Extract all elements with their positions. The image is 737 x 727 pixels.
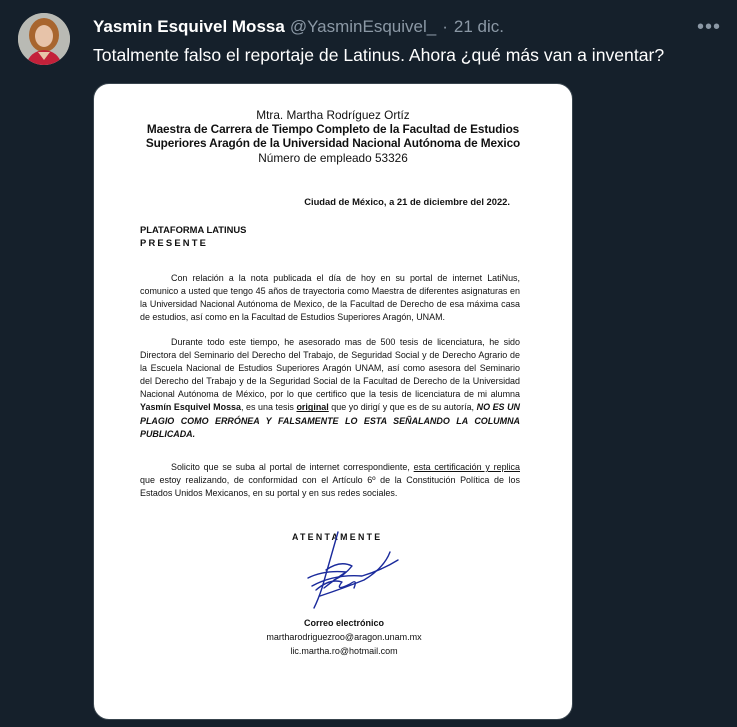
letterhead-employee-number: Número de empleado 53326 [258, 150, 408, 165]
more-horizontal-icon: ••• [696, 16, 721, 38]
avatar-portrait [18, 13, 70, 65]
letterhead [134, 108, 532, 165]
letterhead-line-1: Maestra de Carrera de Tiempo Completo de la Facultad de Estudios [146, 122, 520, 137]
author-name[interactable]: Yasmin Esquivel Mossa [93, 17, 285, 36]
author-handle[interactable]: @YasminEsquivel_ [289, 17, 437, 36]
p2-original: original [296, 402, 329, 413]
more-options-button[interactable] [695, 17, 723, 37]
tweet-header [93, 16, 723, 38]
letter-paragraph-1: Con relación a la nota publicada el día de hoy en su portal de internet LatiNus, comunico a usted que tengo 45 años de trayectoria como Maestra de diferentes asignaturas en la Universidad Nacional Autónoma de Mexico, de la Facultad de Derecho de esa máxima casa de estudios, así como en la Facultad de Estudios Superiores Aragón, UNAM. [140, 273, 520, 323]
letter-date: Ciudad de México, a 21 de diciembre del 2022. [304, 196, 510, 207]
separator-dot: · [442, 17, 448, 36]
letterhead-line-2: Superiores Aragón de la Universidad Nacional Autónoma de Mexico [145, 136, 521, 151]
p3-part-1: Solicito que se suba al portal de internet correspondiente, [171, 462, 414, 472]
recipient-line-1: PLATAFORMA LATINUS [140, 224, 247, 235]
p3-part-2: que estoy realizando, de conformidad con el Artículo 6º de la Constitución Política de los Estados Unidos Mexicanos, en su portal y en sus redes sociales. [140, 475, 520, 499]
letterhead-name: Mtra. Martha Rodríguez Ortíz [256, 108, 410, 122]
contact-email-2: lic.martha.ro@hotmail.com [290, 646, 398, 656]
p2-emphasis: NO ES UN PLAGIO COMO ERRÓNEA Y FALSAMENTE LO ESTA SEÑALANDO LA COLUMNA PUBLICADA. [140, 402, 520, 439]
tweet-media-image[interactable] [93, 83, 573, 720]
p2-part-2: , es una tesis [241, 402, 297, 413]
letter-closing: ATENTAMENTE [292, 532, 383, 542]
p2-part-3: que yo dirigí y que es de su autoría, [328, 402, 477, 413]
p2-part-1: Durante todo este tiempo, he asesorado mas de 500 tesis de licenciatura, he sido Directora del Seminario del Derecho del Trabajo, de Seguridad Social y de Derecho Agrario de la Escuela Nacional de Estudios Superiores Aragón UNAM, así como asesora del Seminario del Derecho del Trabajo y de la Seguridad Social de la Facultad de Derecho de la Universidad Nacional Autónoma de México, por lo que certifico que la tesis de licenciatura de mi alumna [140, 337, 520, 400]
letter-paragraph-2 [140, 336, 520, 441]
letter-paragraph-3 [140, 461, 520, 500]
p2-student-name: Yasmín Esquivel Mossa [140, 402, 241, 413]
contact-email-1: martharodriguezroo@aragon.unam.mx [266, 632, 422, 642]
author-avatar[interactable] [18, 13, 70, 65]
contact-label: Correo electrónico [303, 618, 385, 628]
handwritten-signature [294, 530, 404, 610]
recipient-line-2: PRESENTE [140, 237, 209, 248]
p3-underlined: esta certificación y replica [413, 462, 520, 472]
letter-document [94, 84, 572, 719]
letter-recipient [140, 223, 246, 249]
tweet-text: Totalmente falso el reportaje de Latinus. Ahora ¿qué más van a inventar? [93, 45, 665, 65]
tweet-date[interactable]: 21 dic. [453, 17, 504, 36]
